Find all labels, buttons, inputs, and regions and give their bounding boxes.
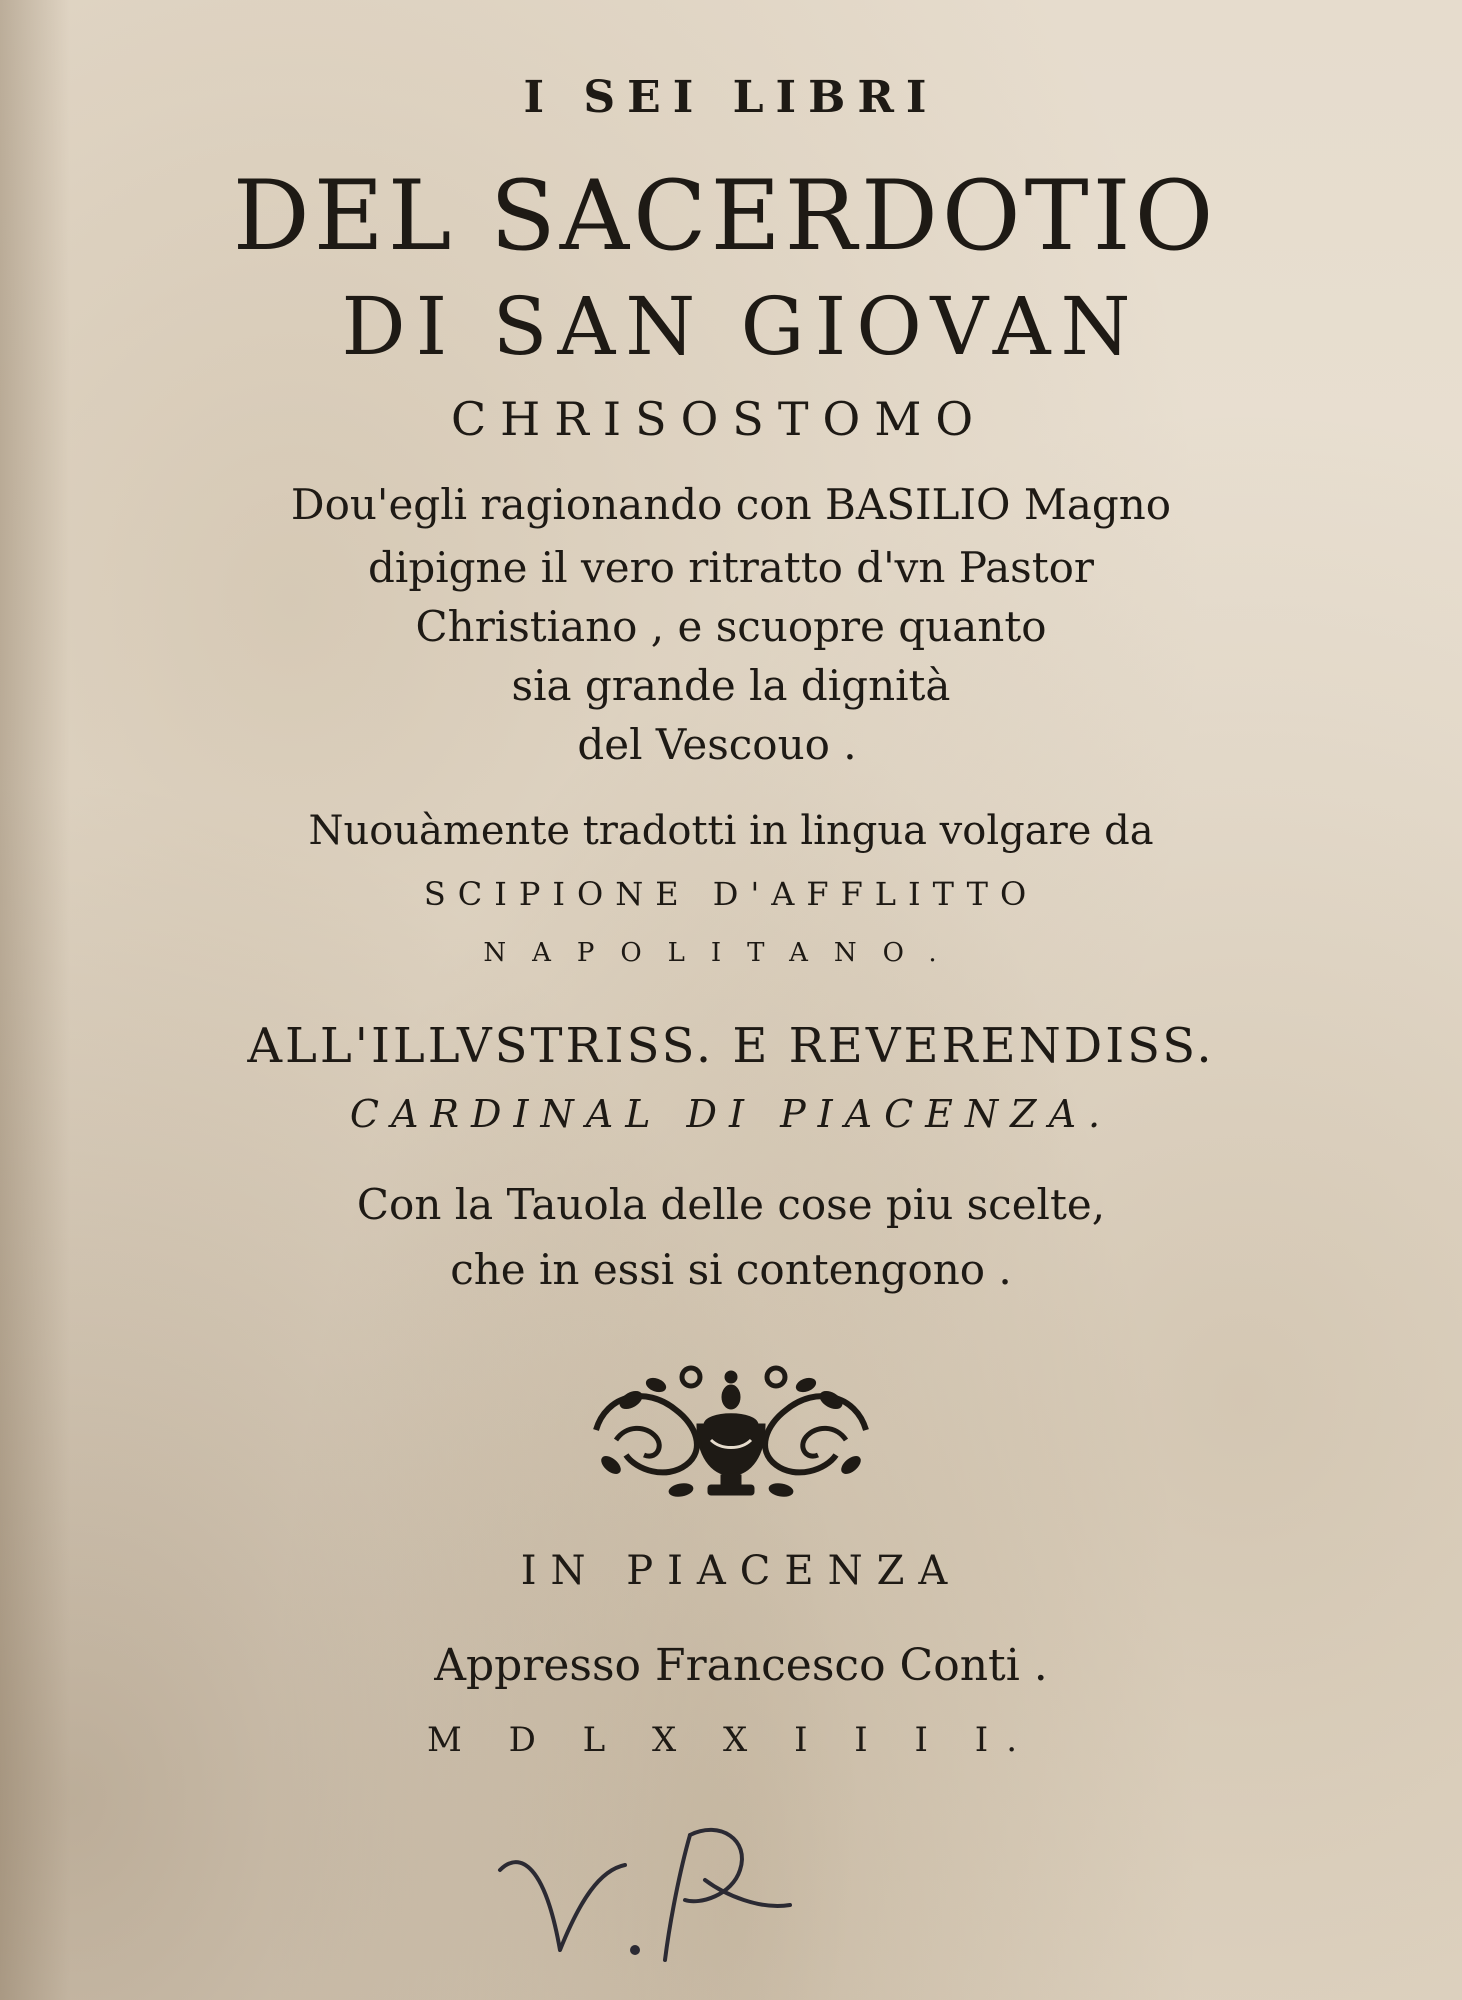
index-note-line-2: che in essi si contengono .	[450, 1245, 1012, 1294]
title-line-i-sei-libri: I SEI LIBRI	[523, 72, 939, 123]
subtitle-line-3: Christiano , e scuopre quanto	[415, 602, 1047, 651]
imprint-place: IN PIACENZA	[520, 1548, 962, 1594]
subtitle-line-5: del Vescouo .	[577, 720, 857, 769]
subtitle-line-4: sia grande la dignità	[511, 661, 951, 710]
index-note-line-1: Con la Tauola delle cose piu scelte,	[356, 1180, 1106, 1229]
title-line-di-san-giovan: DI SAN GIOVAN	[341, 280, 1141, 373]
dedication-line-1: ALL'ILLVSTRISS. E REVERENDISS.	[247, 1018, 1215, 1074]
title-line-del-sacerdotio: DEL SACERDOTIO	[232, 160, 1218, 272]
handwritten-annotation	[490, 1810, 810, 1980]
imprint-year: M D L X X I I I I.	[426, 1720, 1036, 1760]
urn-with-foliage-ornament-icon	[586, 1355, 876, 1505]
translator-name: SCIPIONE D'AFFLITTO	[423, 875, 1039, 913]
subtitle-line-1: Dou'egli ragionando con BASILIO Magno	[290, 480, 1172, 529]
translation-note: Nuouàmente tradotti in lingua volgare da	[308, 808, 1154, 854]
dedication-line-2: CARDINAL DI PIACENZA.	[349, 1092, 1113, 1136]
subtitle-line-2: dipigne il vero ritratto d'vn Pastor	[368, 543, 1094, 592]
title-line-chrisostomo: CHRISOSTOMO	[450, 392, 988, 446]
translator-origin: NAPOLITANO.	[483, 938, 963, 968]
imprint-printer: Appresso Francesco Conti .	[434, 1640, 1048, 1691]
